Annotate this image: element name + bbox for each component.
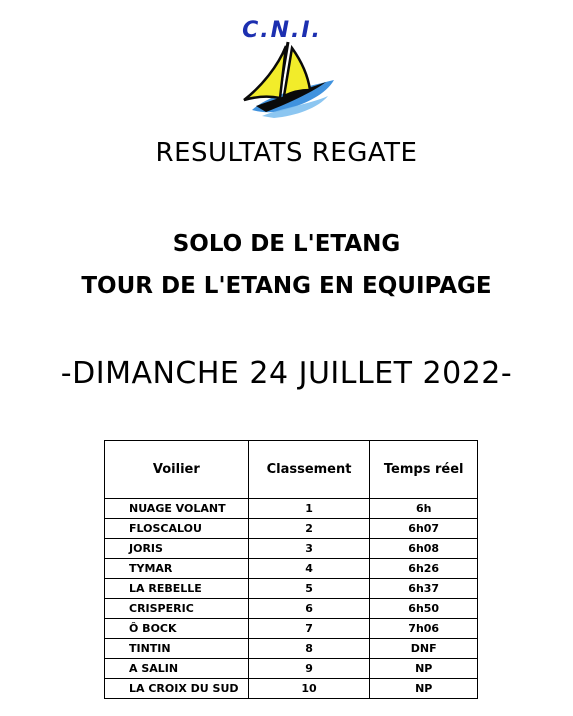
boat-rank: 7 xyxy=(248,619,370,639)
boat-rank: 1 xyxy=(248,499,370,519)
boat-name: NUAGE VOLANT xyxy=(105,499,249,519)
boat-name: FLOSCALOU xyxy=(105,519,249,539)
table-row xyxy=(105,599,478,619)
boat-rank: 9 xyxy=(248,659,370,679)
boat-rank: 10 xyxy=(248,679,370,699)
column-header-time: Temps réel xyxy=(370,441,478,499)
boat-rank: 3 xyxy=(248,539,370,559)
boat-name: A SALIN xyxy=(105,659,249,679)
column-header-rank: Classement xyxy=(248,441,370,499)
table-header-row xyxy=(105,441,478,499)
boat-name: CRISPERIC xyxy=(105,599,249,619)
boat-name: LA REBELLE xyxy=(105,579,249,599)
boat-time: NP xyxy=(370,659,478,679)
event-title-1: SOLO DE L'ETANG xyxy=(172,231,401,257)
club-logo xyxy=(222,16,342,120)
boat-name: TYMAR xyxy=(105,559,249,579)
boat-time: 6h50 xyxy=(370,599,478,619)
table-row xyxy=(105,499,478,519)
table-row xyxy=(105,639,478,659)
boat-time: 7h06 xyxy=(370,619,478,639)
boat-time: 6h08 xyxy=(370,539,478,559)
table-row xyxy=(105,659,478,679)
page-title: RESULTATS REGATE xyxy=(155,138,418,168)
boat-rank: 8 xyxy=(248,639,370,659)
boat-name: TINTIN xyxy=(105,639,249,659)
boat-rank: 2 xyxy=(248,519,370,539)
event-date: -DIMANCHE 24 JUILLET 2022- xyxy=(60,356,513,391)
boat-time: 6h37 xyxy=(370,579,478,599)
boat-time: NP xyxy=(370,679,478,699)
column-header-boat: Voilier xyxy=(105,441,249,499)
boat-time: DNF xyxy=(370,639,478,659)
results-table xyxy=(104,440,478,699)
boat-time: 6h26 xyxy=(370,559,478,579)
table-row xyxy=(105,579,478,599)
boat-time: 6h xyxy=(370,499,478,519)
boat-time: 6h07 xyxy=(370,519,478,539)
table-row xyxy=(105,539,478,559)
boat-rank: 6 xyxy=(248,599,370,619)
boat-rank: 5 xyxy=(248,579,370,599)
boat-name: Ô BOCK xyxy=(105,619,249,639)
boat-name: LA CROIX DU SUD xyxy=(105,679,249,699)
boat-rank: 4 xyxy=(248,559,370,579)
table-row xyxy=(105,519,478,539)
event-title-2: TOUR DE L'ETANG EN EQUIPAGE xyxy=(81,273,492,299)
boat-name: JORIS xyxy=(105,539,249,559)
logo-text: C.N.I. xyxy=(242,18,322,43)
table-row xyxy=(105,679,478,699)
table-row xyxy=(105,619,478,639)
table-row xyxy=(105,559,478,579)
